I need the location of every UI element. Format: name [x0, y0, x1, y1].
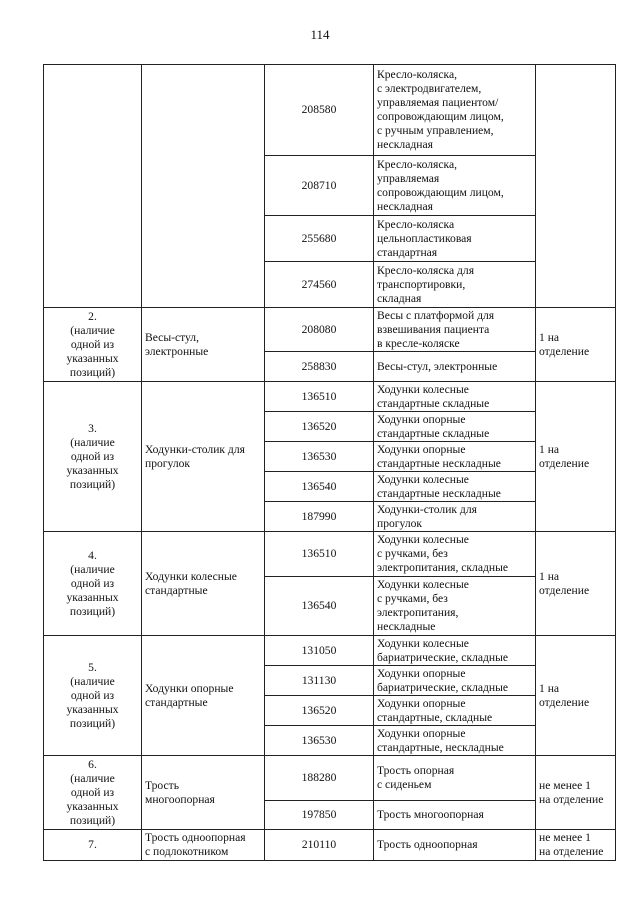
table-row [44, 308, 616, 352]
item-number-line: 4. [88, 548, 97, 562]
item-name-line: электронные [145, 344, 209, 358]
table-row [44, 382, 616, 412]
code-cell [265, 472, 374, 502]
item-number-line: указанных [66, 799, 119, 813]
description-line: Ходунки опорные [377, 666, 466, 680]
quantity-cell [536, 308, 616, 382]
item-number-line: позиций) [69, 365, 116, 379]
item-number-line: указанных [66, 590, 119, 604]
code-value: 187990 [301, 509, 337, 523]
code-cell [265, 502, 374, 532]
item-number-cell [44, 65, 142, 308]
code-cell [265, 65, 374, 156]
description-line: Весы-стул, электронные [377, 359, 498, 373]
item-number-line: 5. [88, 660, 97, 674]
code-value: 208710 [301, 178, 337, 192]
description-cell [374, 352, 536, 382]
item-number-line: одной из [70, 337, 115, 351]
description-line: прогулок [377, 516, 423, 530]
item-name-cell [142, 532, 265, 636]
item-name-cell [142, 830, 265, 861]
item-name-line: прогулок [145, 456, 191, 470]
item-number-cell [44, 756, 142, 830]
code-cell [265, 577, 374, 636]
item-name-cell [142, 65, 265, 308]
quantity-cell [536, 382, 616, 532]
item-name-cell [142, 308, 265, 382]
code-value: 136520 [301, 419, 337, 433]
description-line: стандартные нескладные [377, 486, 501, 500]
description-line: взвешивания пациента [377, 322, 490, 336]
description-line: с ручным управлением, [377, 124, 494, 137]
item-number-line: одной из [70, 785, 115, 799]
equipment-table [43, 64, 616, 861]
code-cell [265, 262, 374, 308]
description-cell [374, 412, 536, 442]
description-line: Ходунки колесные [377, 533, 469, 546]
description-line: Ходунки колесные [377, 382, 469, 396]
item-name-line: стандартные [145, 583, 208, 597]
description-line: Кресло-коляска, [377, 68, 458, 81]
item-name-cell [142, 756, 265, 830]
quantity-cell [536, 65, 616, 308]
item-name-line: Трость [145, 778, 180, 792]
description-cell [374, 726, 536, 756]
description-line: управляемая [377, 171, 440, 185]
item-name-line: Ходунки-столик для [145, 442, 245, 456]
item-number-line: (наличие [70, 674, 115, 688]
code-cell [265, 666, 374, 696]
item-name-line: многоопорная [145, 792, 215, 806]
description-line: управляемая пациентом/ [377, 96, 499, 109]
description-cell [374, 262, 536, 308]
code-value: 136510 [301, 389, 337, 403]
description-line: Трость одноопорная [377, 838, 478, 851]
description-line: Ходунки колесные [377, 636, 469, 650]
code-cell [265, 442, 374, 472]
item-number-cell [44, 636, 142, 756]
quantity-line: на отделение [539, 792, 604, 806]
table-row [44, 65, 616, 156]
item-number-line: (наличие [70, 771, 115, 785]
code-cell [265, 382, 374, 412]
description-line: бариатрические, складные [377, 680, 509, 694]
item-name-line: Ходунки опорные [145, 681, 234, 695]
code-cell [265, 412, 374, 442]
code-cell [265, 830, 374, 861]
description-cell [374, 156, 536, 216]
table-row [44, 636, 616, 666]
description-line: стандартные, нескладные [377, 740, 504, 754]
description-line: Ходунки опорные [377, 696, 466, 710]
code-value: 258830 [301, 359, 337, 373]
quantity-line: не менее 1 [539, 778, 591, 792]
code-value: 208080 [301, 322, 337, 336]
description-line: сопровождающим лицом, [377, 185, 504, 199]
code-cell [265, 756, 374, 801]
item-number-line: указанных [66, 702, 119, 716]
description-line: Ходунки колесные [377, 578, 469, 591]
description-line: Весы с платформой для [377, 308, 495, 322]
description-line: стандартная [377, 245, 438, 259]
item-name-cell [142, 382, 265, 532]
code-value: 136510 [301, 547, 337, 560]
description-line: Кресло-коляска [377, 217, 455, 231]
description-cell [374, 532, 536, 577]
description-cell [374, 577, 536, 636]
description-line: Трость опорная [377, 764, 455, 777]
description-line: сопровождающим лицом, [377, 110, 504, 123]
item-name-cell [142, 636, 265, 756]
description-line: в кресле-коляске [377, 336, 460, 350]
description-cell [374, 636, 536, 666]
quantity-line: отделение [539, 456, 590, 470]
quantity-line: отделение [539, 583, 590, 597]
description-cell [374, 801, 536, 830]
code-value: 136540 [301, 599, 337, 612]
table-row [44, 532, 616, 577]
quantity-line: отделение [539, 695, 590, 709]
description-line: транспортировки, [377, 277, 466, 291]
code-value: 210110 [301, 838, 337, 851]
description-cell [374, 696, 536, 726]
code-value: 188280 [301, 771, 337, 784]
description-line: нескладные [377, 620, 436, 633]
quantity-line: отделение [539, 344, 590, 358]
description-cell [374, 308, 536, 352]
description-line: Ходунки колесные [377, 472, 469, 486]
item-number-line: указанных [66, 351, 119, 365]
item-number-cell [44, 308, 142, 382]
description-cell [374, 382, 536, 412]
description-line: с ручками, без [377, 592, 448, 605]
description-line: складная [377, 291, 422, 305]
description-cell [374, 65, 536, 156]
description-cell [374, 216, 536, 262]
description-line: Трость многоопорная [377, 808, 484, 821]
description-line: стандартные складные [377, 396, 490, 410]
description-line: Кресло-коляска, [377, 157, 458, 171]
item-number-line: одной из [70, 576, 115, 590]
description-line: Ходунки-столик для [377, 502, 477, 516]
code-value: 197850 [301, 808, 337, 821]
code-cell [265, 696, 374, 726]
code-value: 131050 [301, 643, 337, 657]
quantity-line: на отделение [539, 845, 604, 858]
item-number-line: позиций) [69, 477, 116, 491]
description-line: нескладная [377, 199, 433, 213]
item-number-line: 6. [88, 757, 97, 771]
item-number-line: 3. [88, 421, 97, 435]
description-cell [374, 830, 536, 861]
item-number-line: (наличие [70, 562, 115, 576]
description-line: Ходунки опорные [377, 442, 466, 456]
description-line: цельнопластиковая [377, 231, 472, 245]
code-value: 208580 [301, 103, 337, 116]
code-value: 136530 [301, 449, 337, 463]
item-number-cell [44, 830, 142, 861]
description-line: электропитания, [377, 606, 459, 619]
code-cell [265, 308, 374, 352]
quantity-line: 1 на [539, 442, 560, 456]
code-value: 136540 [301, 479, 337, 493]
code-cell [265, 352, 374, 382]
item-number-line: (наличие [70, 323, 115, 337]
quantity-cell [536, 636, 616, 756]
quantity-cell [536, 830, 616, 861]
description-line: стандартные складные [377, 426, 490, 440]
description-line: Кресло-коляска для [377, 263, 475, 277]
description-line: стандартные, складные [377, 710, 493, 724]
quantity-cell [536, 756, 616, 830]
item-number-cell [44, 382, 142, 532]
description-cell [374, 666, 536, 696]
item-number-line: позиций) [69, 604, 116, 618]
description-line: нескладная [377, 138, 433, 151]
code-value: 136530 [301, 733, 337, 747]
description-cell [374, 472, 536, 502]
code-cell [265, 156, 374, 216]
description-cell [374, 442, 536, 472]
code-cell [265, 801, 374, 830]
item-name-line: Трость одноопорная [145, 831, 246, 844]
item-number-cell [44, 532, 142, 636]
item-number-line: одной из [70, 688, 115, 702]
description-cell [374, 502, 536, 532]
description-line: бариатрические, складные [377, 650, 509, 664]
item-name-line: с подлокотником [145, 845, 229, 858]
code-value: 274560 [301, 277, 337, 291]
code-value: 136520 [301, 703, 337, 717]
item-name-line: Ходунки колесные [145, 569, 237, 583]
table-row [44, 756, 616, 801]
description-line: Ходунки опорные [377, 726, 466, 740]
code-value: 131130 [301, 673, 337, 687]
quantity-cell [536, 532, 616, 636]
description-cell [374, 756, 536, 801]
item-number-line: 7. [88, 838, 97, 851]
item-name-line: Весы-стул, [145, 330, 199, 344]
item-number-line: 2. [88, 309, 97, 323]
description-line: стандартные нескладные [377, 456, 501, 470]
item-number-line: одной из [70, 449, 115, 463]
page-number: 114 [310, 27, 330, 42]
quantity-line: 1 на [539, 569, 560, 583]
description-line: с ручками, без [377, 547, 448, 560]
item-number-line: позиций) [69, 813, 116, 827]
quantity-line: 1 на [539, 681, 560, 695]
code-cell [265, 636, 374, 666]
description-line: Ходунки опорные [377, 412, 466, 426]
quantity-line: 1 на [539, 330, 560, 344]
description-line: с сиденьем [377, 778, 432, 791]
description-line: электропитания, складные [377, 561, 509, 574]
item-name-line: стандартные [145, 695, 208, 709]
description-line: с электродвигателем, [377, 82, 482, 95]
item-number-line: указанных [66, 463, 119, 477]
item-number-line: (наличие [70, 435, 115, 449]
table-row [44, 830, 616, 861]
code-cell [265, 726, 374, 756]
code-value: 255680 [301, 231, 337, 245]
quantity-line: не менее 1 [539, 831, 591, 844]
item-number-line: позиций) [69, 716, 116, 730]
code-cell [265, 532, 374, 577]
code-cell [265, 216, 374, 262]
